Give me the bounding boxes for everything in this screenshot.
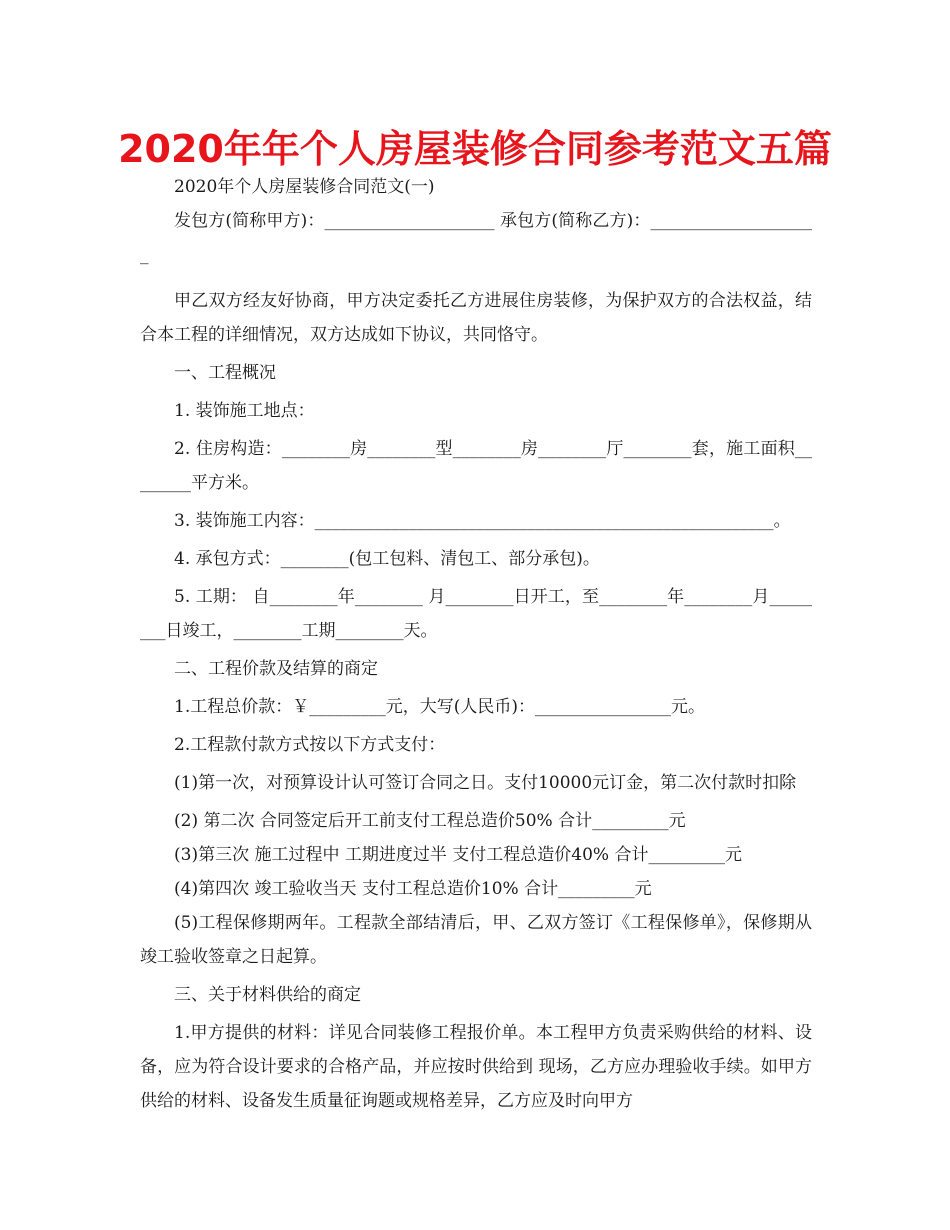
clause-3-1: 1.甲方提供的材料：详见合同装修工程报价单。本工程甲方负责采购供给的材料、设备，应为符合设计要求的合格产品，并应按时供给到 现场，乙方应办理验收手续。如甲方供给的材料、设备发生质量征询题或规格差异，乙方应及时向甲方 bbox=[140, 1023, 812, 1111]
clause-1-2: 2. 住房构造：________房________型________房________厅________套，施工面积________平方米。 bbox=[140, 439, 812, 493]
payment-item-5: (5)工程保修期两年。工程款全部结清后，甲、乙双方签订《工程保修单》，保修期从竣工验收签章之日起算。 bbox=[140, 913, 812, 967]
intro-paragraph: 甲乙双方经友好协商，甲方决定委托乙方进展住房装修，为保护双方的合法权益，结合本工程的详细情况，双方达成如下协议，共同恪守。 bbox=[140, 291, 812, 345]
section-heading-1: 一、工程概况 bbox=[174, 363, 276, 383]
party-line: 发包方(简称甲方)：____________________ 承包方(简称乙方)：____________________ bbox=[140, 211, 812, 265]
contract-heading: 2020年个人房屋装修合同范文(一) bbox=[174, 177, 435, 197]
clause-1-3: 3. 装饰施工内容：______________________________________________________。 bbox=[174, 511, 791, 531]
clause-2-2: 2.工程款付款方式按以下方式支付： bbox=[174, 735, 446, 755]
payment-item-2: (2) 第二次 合同签定后开工前支付工程总造价50% 合计_________元 bbox=[174, 811, 686, 831]
clause-2-1: 1.工程总价款：￥_________元，大写(人民币)：________________元。 bbox=[174, 697, 705, 717]
section-heading-3: 三、关于材料供给的商定 bbox=[174, 985, 361, 1005]
clause-1-1: 1. 装饰施工地点： bbox=[174, 401, 315, 421]
clause-1-4: 4. 承包方式：________(包工包料、清包工、部分承包)。 bbox=[174, 549, 600, 569]
document-body bbox=[140, 170, 812, 1118]
payment-item-4: (4)第四次 竣工验收当天 支付工程总造价10% 合计_________元 bbox=[174, 879, 652, 899]
section-heading-2: 二、工程价款及结算的商定 bbox=[174, 659, 378, 679]
clause-1-5: 5. 工期： 自________年________ 月________日开工，至________年________月________日竣工，________工期________天。 bbox=[140, 587, 812, 641]
document-title: 2020年年个人房屋装修合同参考范文五篇 bbox=[118, 127, 832, 171]
payment-item-3: (3)第三次 施工过程中 工期进度过半 支付工程总造价40% 合计_________元 bbox=[174, 845, 742, 865]
payment-item-1: (1)第一次，对预算设计认可签订合同之日。支付10000元订金，第二次付款时扣除 bbox=[174, 773, 797, 793]
